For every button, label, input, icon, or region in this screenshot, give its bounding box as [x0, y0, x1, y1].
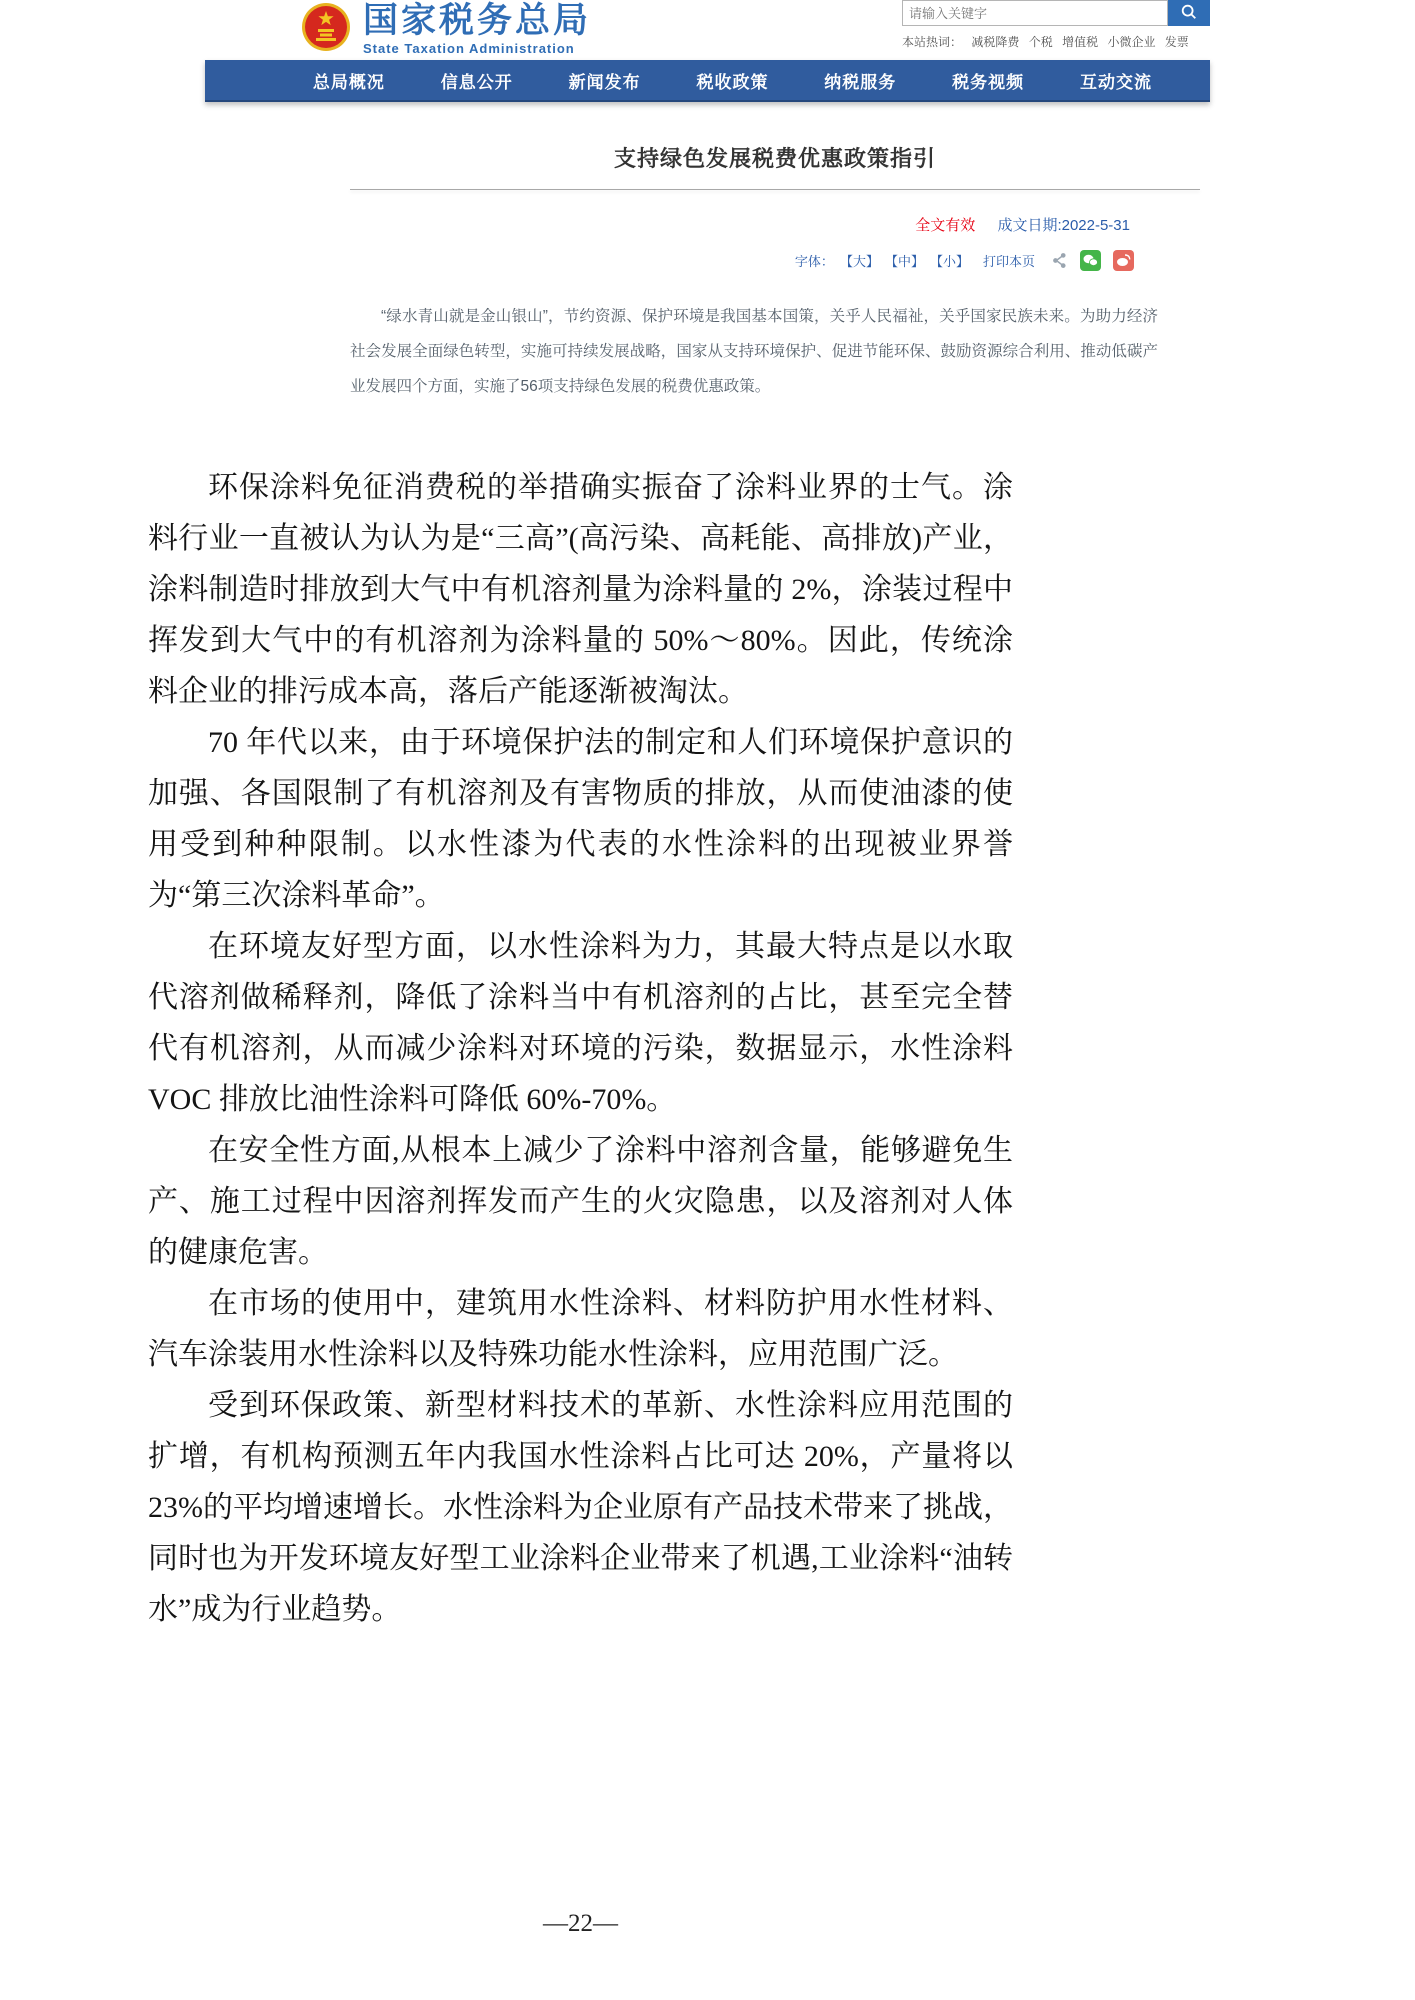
nav-item-news[interactable]: 新闻发布: [568, 72, 641, 92]
hot-words-label: 本站热词：: [902, 35, 963, 49]
font-size-large-button[interactable]: 【大】: [839, 254, 879, 269]
body-paragraph: 环保涂料免征消费税的举措确实振奋了涂料业界的士气。涂料行业一直被认为认为是“三高”(高污染、高耗能、高排放)产业，涂料制造时排放到大气中有机溶剂量为涂料量的 2%，涂装过程中挥发到大气中的有机溶剂为涂料量的 50%～80%。因此，传统涂料企业的排污成本高，落后产能逐渐被淘汰。: [148, 471, 1013, 708]
body-paragraph: 在安全性方面,从根本上减少了涂料中溶剂含量，能够避免生产、施工过程中因溶剂挥发而产生的火灾隐患，以及溶剂对人体的健康危害。: [148, 1134, 1013, 1269]
logo-title: 国家税务总局: [363, 1, 592, 40]
body-paragraph: 在市场的使用中，建筑用水性涂料、材料防护用水性材料、汽车涂装用水性涂料以及特殊功能水性涂料，应用范围广泛。: [148, 1287, 1013, 1371]
search-area: [902, 0, 1210, 50]
print-page-button[interactable]: 打印本页: [982, 254, 1035, 269]
article-header: [205, 142, 1200, 404]
logo-subtitle: State Taxation Administration: [363, 41, 575, 56]
body-paragraph: 70 年代以来，由于环境保护法的制定和人们环境保护意识的加强、各国限制了有机溶剂及有害物质的排放，从而使油漆的使用受到种种限制。以水性漆为代表的水性涂料的出现被业界誉为“第三次涂料革命”。: [148, 726, 1013, 912]
article-meta: [350, 214, 1200, 235]
nav-item-info-disclosure[interactable]: 信息公开: [440, 72, 513, 92]
nav-item-tax-video[interactable]: 税务视频: [952, 72, 1025, 92]
nav-item-interaction[interactable]: 互动交流: [1079, 72, 1152, 92]
title-divider: [350, 189, 1200, 190]
hot-word-link[interactable]: 减税降费: [971, 35, 1020, 49]
site-header: [205, 0, 1210, 60]
font-size-small-button[interactable]: 【小】: [929, 254, 969, 269]
website-screenshot: [205, 0, 1210, 404]
body-paragraph: 受到环保政策、新型材料技术的革新、水性涂料应用范围的扩增，有机构预测五年内我国水性涂料占比可达 20%，产量将以 23%的平均增速增长。水性涂料为企业原有产品技术带来了挑战，同时也为开发环境友好型工业涂料企业带来了机遇,工业涂料“油转水”成为行业趋势。: [148, 1389, 1013, 1626]
status-badge: 全文有效: [915, 217, 976, 234]
body-paragraph: 在环境友好型方面，以水性涂料为力，其最大特点是以水取代溶剂做稀释剂，降低了涂料当中有机溶剂的占比，甚至完全替代有机溶剂，从而减少涂料对环境的污染，数据显示，水性涂料 VOC 排放比油性涂料可降低 60%-70%。: [148, 930, 1013, 1116]
article-intro: “绿水青山就是金山银山”，节约资源、保护环境是我国基本国策，关乎人民福祉，关乎国家民族未来。为助力经济社会发展全面绿色转型，实施可持续发展战略，国家从支持环境保护、促进节能环保、鼓励资源综合利用、推动低碳产业发展四个方面，实施了56项支持绿色发展的税费优惠政策。: [350, 308, 1158, 395]
wechat-share-icon[interactable]: [1080, 250, 1101, 271]
font-size-label: 字体：: [794, 254, 834, 269]
nav-item-tax-policy[interactable]: 税收政策: [696, 72, 769, 92]
hot-word-link[interactable]: 增值税: [1062, 35, 1099, 49]
nav-item-tax-service[interactable]: 纳税服务: [824, 72, 897, 92]
search-icon: [1180, 3, 1198, 24]
hot-word-link[interactable]: 小微企业: [1107, 35, 1156, 49]
main-nav: [205, 60, 1210, 102]
weibo-share-icon[interactable]: [1113, 250, 1134, 271]
search-button[interactable]: [1168, 0, 1210, 26]
national-emblem-icon: [301, 2, 351, 52]
hot-word-link[interactable]: 个税: [1028, 35, 1053, 49]
font-size-medium-button[interactable]: 【中】: [884, 254, 924, 269]
sta-logo[interactable]: [301, 2, 591, 56]
search-input[interactable]: [902, 0, 1168, 26]
logo-text: [363, 2, 591, 56]
hot-word-link[interactable]: 发票: [1164, 35, 1189, 49]
page-number: —22—: [543, 1910, 618, 1937]
document-body: [148, 462, 1013, 1635]
toolbar-row: [350, 250, 1200, 271]
document-date: 成文日期:2022-5-31: [997, 217, 1130, 234]
article-title: 支持绿色发展税费优惠政策指引: [613, 146, 936, 171]
nav-item-overview[interactable]: 总局概况: [312, 72, 385, 92]
share-icon[interactable]: [1051, 252, 1068, 269]
hot-words: [902, 33, 1210, 50]
